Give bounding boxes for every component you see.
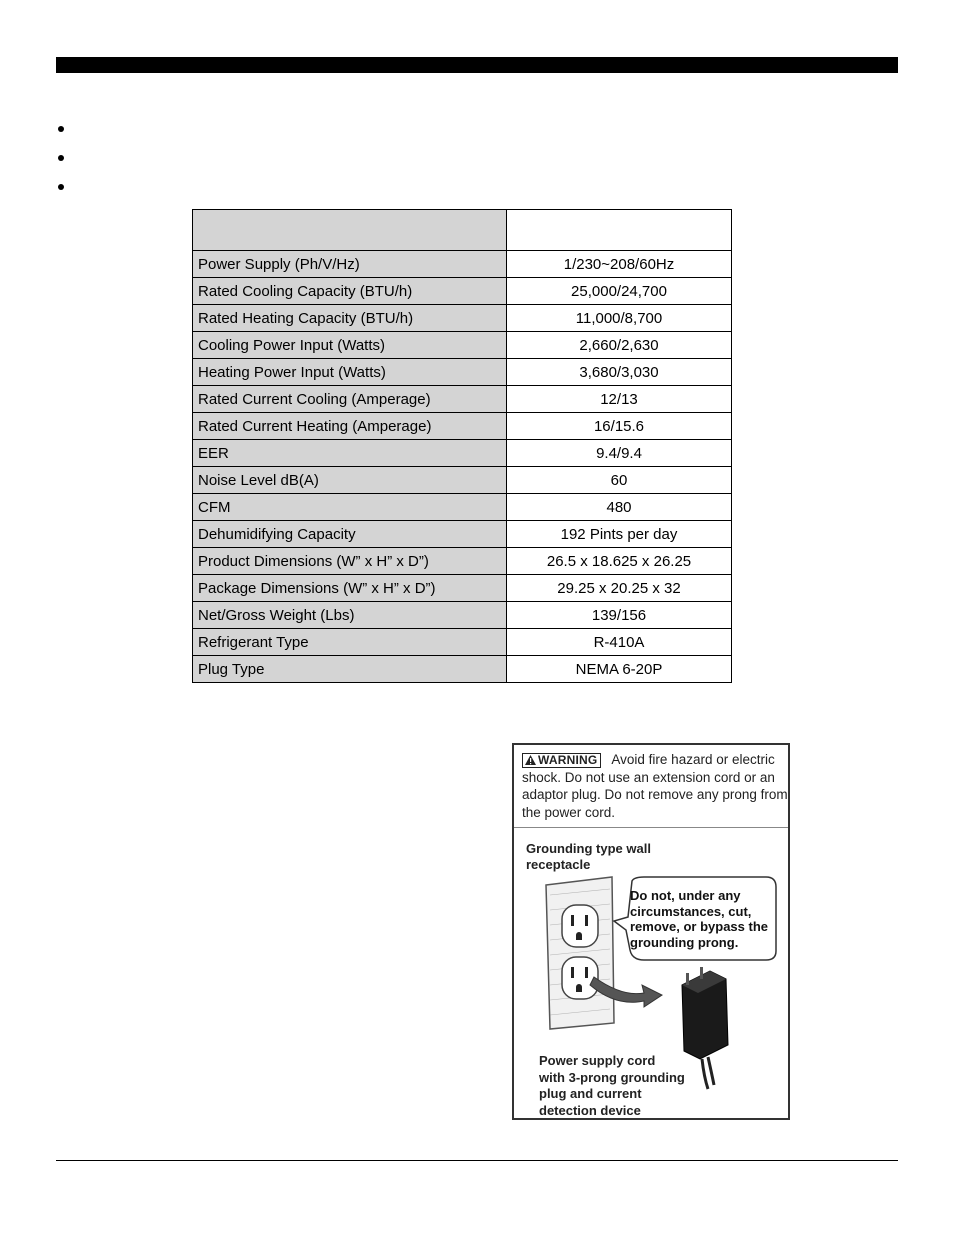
table-row: [193, 548, 732, 575]
spec-label: CFM: [193, 494, 507, 521]
table-row: [193, 386, 732, 413]
spec-label: Power Supply (Ph/V/Hz): [193, 251, 507, 278]
spec-label: Rated Cooling Capacity (BTU/h): [193, 278, 507, 305]
table-row: [193, 440, 732, 467]
spec-label: Refrigerant Type: [193, 629, 507, 656]
bullet-dot-icon: [58, 155, 64, 161]
table-row: [193, 656, 732, 683]
power-cord-label: [539, 1053, 685, 1119]
warning-badge: [522, 753, 601, 768]
spec-value: 1/230~208/60Hz: [507, 251, 732, 278]
header-bar: [56, 57, 898, 73]
warning-badge-label: WARNING: [538, 753, 598, 767]
table-row: [193, 575, 732, 602]
table-row: [193, 305, 732, 332]
table-row: [193, 602, 732, 629]
outlet-top-shape: [562, 905, 598, 947]
spec-value: 139/156: [507, 602, 732, 629]
spec-value: R-410A: [507, 629, 732, 656]
table-row: [193, 332, 732, 359]
spec-label: Package Dimensions (W” x H” x D”): [193, 575, 507, 602]
spec-value: 26.5 x 18.625 x 26.25: [507, 548, 732, 575]
specifications-table: [192, 209, 732, 683]
spec-label: Rated Current Cooling (Amperage): [193, 386, 507, 413]
spec-label: Cooling Power Input (Watts): [193, 332, 507, 359]
bullet-item: [58, 176, 64, 205]
spec-label: EER: [193, 440, 507, 467]
spec-label: Net/Gross Weight (Lbs): [193, 602, 507, 629]
bullet-item: [58, 118, 64, 147]
wall-label-line: Grounding type wall: [526, 841, 651, 856]
warning-triangle-icon: [525, 755, 536, 765]
table-row: [193, 251, 732, 278]
outlet-bottom-shape: [562, 957, 598, 999]
bullet-dot-icon: [58, 184, 64, 190]
table-header-row: [193, 210, 732, 251]
spec-label: Rated Current Heating (Amperage): [193, 413, 507, 440]
spec-value: 60: [507, 467, 732, 494]
spec-value: 25,000/24,700: [507, 278, 732, 305]
table-row: [193, 629, 732, 656]
cord-shape: [702, 1057, 714, 1089]
spec-label: Plug Type: [193, 656, 507, 683]
spec-value: 12/13: [507, 386, 732, 413]
spec-label: Heating Power Input (Watts): [193, 359, 507, 386]
footer-rule: [56, 1160, 898, 1161]
warning-divider: [514, 827, 788, 828]
cord-label-line: plug and current: [539, 1086, 642, 1101]
table-row: [193, 359, 732, 386]
warning-message: Avoid fire hazard or electric shock. Do not use an extension cord or an adaptor plug. Do not remove any prong from the power cord.: [522, 752, 788, 820]
spec-label: Dehumidifying Capacity: [193, 521, 507, 548]
grounding-warning-figure: [512, 743, 790, 1120]
spec-label: Noise Level dB(A): [193, 467, 507, 494]
spec-label: Rated Heating Capacity (BTU/h): [193, 305, 507, 332]
spec-value: 9.4/9.4: [507, 440, 732, 467]
spec-value: NEMA 6-20P: [507, 656, 732, 683]
spec-value: 3,680/3,030: [507, 359, 732, 386]
spec-value: 192 Pints per day: [507, 521, 732, 548]
cord-label-line: with 3-prong grounding: [539, 1069, 685, 1085]
warning-text-block: [522, 751, 792, 821]
bubble-caution-text: Do not, under any circumstances, cut, remove, or bypass the grounding prong.: [630, 888, 768, 950]
spec-value: 16/15.6: [507, 413, 732, 440]
table-row: [193, 521, 732, 548]
header-label-cell: [193, 210, 507, 251]
header-value-cell: [507, 210, 732, 251]
wall-plate-shape: [546, 877, 614, 1029]
spec-label: Product Dimensions (W” x H” x D”): [193, 548, 507, 575]
wall-label-line: receptacle: [526, 857, 591, 872]
table-row: [193, 413, 732, 440]
table-row: [193, 494, 732, 521]
spec-value: 2,660/2,630: [507, 332, 732, 359]
bullet-dot-icon: [58, 126, 64, 132]
spec-value: 11,000/8,700: [507, 305, 732, 332]
wall-receptacle-label: [526, 841, 651, 873]
bullet-list: [58, 118, 64, 205]
bullet-item: [58, 147, 64, 176]
spec-value: 29.25 x 20.25 x 32: [507, 575, 732, 602]
cord-label-line: Power supply cord: [539, 1053, 656, 1068]
spec-value: 480: [507, 494, 732, 521]
table-row: [193, 467, 732, 494]
cord-label-line: detection device: [539, 1102, 641, 1118]
table-row: [193, 278, 732, 305]
